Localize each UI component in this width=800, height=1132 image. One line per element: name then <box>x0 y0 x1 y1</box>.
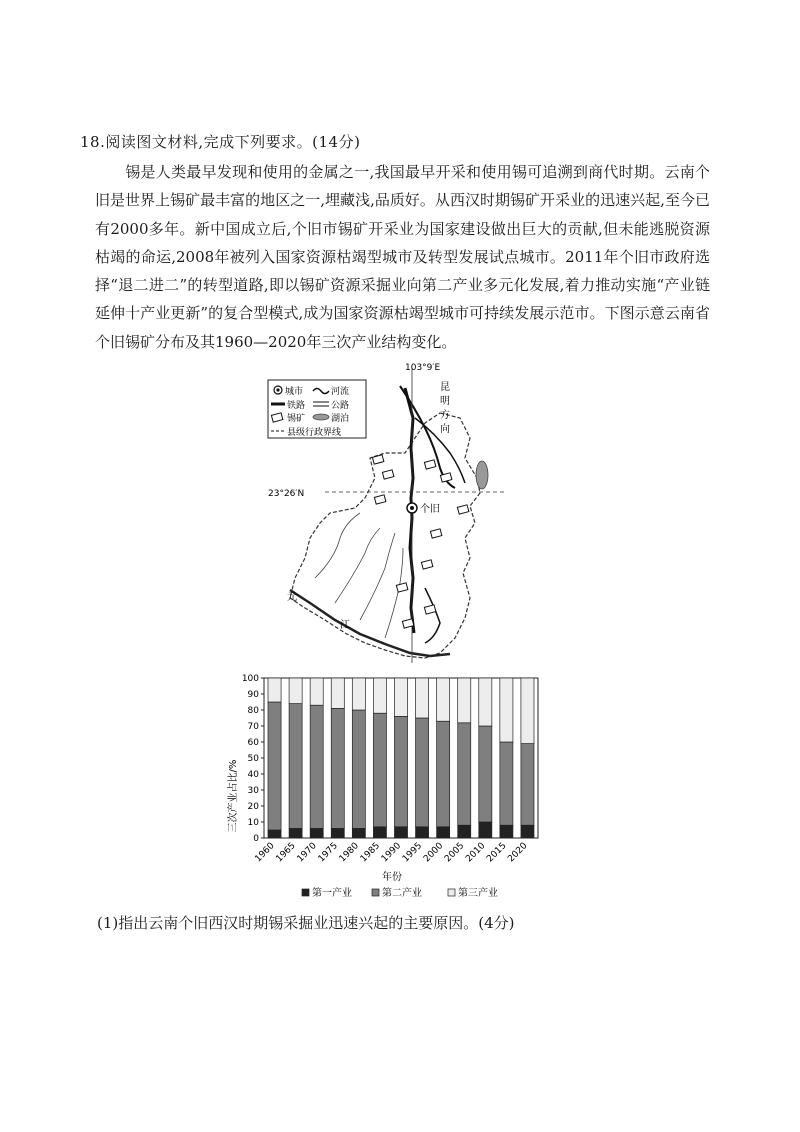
x-tick-label: 1990 <box>379 841 404 865</box>
legend-railway-label: 铁路 <box>287 401 306 411</box>
bar-segment-3 <box>310 678 323 705</box>
county-boundary <box>290 413 480 658</box>
legend-lake-icon <box>313 414 329 420</box>
bar-segment-2 <box>416 718 429 827</box>
y-tick-label: 40 <box>247 770 259 780</box>
bar-segment-3 <box>331 678 344 708</box>
x-tick-label: 1980 <box>337 841 361 865</box>
bar-segment-1 <box>268 830 281 838</box>
y-tick-label: 60 <box>247 738 259 748</box>
bar-segment-1 <box>394 827 407 838</box>
x-tick-label: 2005 <box>443 841 467 865</box>
bar-segment-2 <box>373 713 386 827</box>
bar-segment-1 <box>416 827 429 838</box>
y-axis-label: 三次产业占比/% <box>228 759 239 833</box>
bar-segment-2 <box>289 704 302 829</box>
bar-series <box>268 678 534 838</box>
highway-line <box>425 588 440 643</box>
mine-icon <box>382 470 393 479</box>
legend-lake-label: 湖泊 <box>331 414 350 424</box>
river-line <box>315 513 360 578</box>
city-label: 个旧 <box>420 504 440 515</box>
mine-icon <box>374 495 385 504</box>
industry-structure-chart <box>222 672 562 912</box>
bar-segment-1 <box>352 828 365 838</box>
bar-segment-2 <box>437 721 450 827</box>
river-label-2: 江 <box>340 620 350 631</box>
y-tick-label: 20 <box>247 802 259 812</box>
y-axis-ticks <box>242 674 538 844</box>
bar-segment-3 <box>268 678 281 702</box>
direction-char-4: 向 <box>440 424 450 435</box>
river-label-1: 元 <box>287 592 297 603</box>
river-line <box>360 533 395 620</box>
question-header: 18.阅读图文材料,完成下列要求。(14分) <box>80 133 361 151</box>
chart-legend <box>302 886 498 899</box>
direction-char-3: 方 <box>440 410 450 421</box>
bar-segment-1 <box>500 825 513 838</box>
bar-segment-3 <box>437 678 450 721</box>
bar-segment-2 <box>394 716 407 826</box>
question-paragraph <box>95 158 710 356</box>
longitude-label: 103°9′E <box>405 363 441 373</box>
bar-segment-3 <box>500 678 513 742</box>
bar-segment-3 <box>416 678 429 718</box>
mine-markers <box>372 455 468 628</box>
y-tick-label: 90 <box>247 690 259 700</box>
bar-segment-1 <box>289 828 302 838</box>
bar-segment-2 <box>458 723 471 825</box>
yuanjiang-river <box>290 590 450 656</box>
mine-icon <box>430 529 441 538</box>
x-tick-label: 2000 <box>422 841 446 865</box>
bar-segment-3 <box>394 678 407 716</box>
bar-segment-1 <box>521 825 534 838</box>
x-tick-label: 1965 <box>274 841 298 865</box>
legend-swatch <box>448 889 455 896</box>
direction-char-1: 昆 <box>440 382 450 393</box>
bar-segment-1 <box>437 827 450 838</box>
mine-icon <box>424 605 435 614</box>
x-tick-label: 1970 <box>295 841 319 865</box>
x-tick-label: 1960 <box>253 841 277 865</box>
bar-segment-3 <box>458 678 471 723</box>
mine-icon <box>457 505 468 514</box>
legend-label: 第三产业 <box>458 888 498 899</box>
y-tick-label: 100 <box>241 674 259 684</box>
bar-segment-2 <box>310 705 323 828</box>
bar-segment-1 <box>479 822 492 838</box>
bar-segment-3 <box>479 678 492 726</box>
bar-segment-1 <box>458 825 471 838</box>
tin-mine-map <box>265 358 515 663</box>
legend-city-dot <box>276 388 279 391</box>
x-tick-label: 1985 <box>358 841 383 865</box>
mine-icon <box>424 460 435 469</box>
y-tick-label: 80 <box>247 706 259 716</box>
map-legend <box>268 380 366 438</box>
bar-segment-3 <box>373 678 386 713</box>
y-tick-label: 50 <box>247 754 259 764</box>
bar-segment-1 <box>310 828 323 838</box>
y-tick-label: 10 <box>247 818 259 828</box>
legend-swatch <box>372 889 379 896</box>
bar-segment-2 <box>352 710 365 828</box>
bar-segment-3 <box>521 678 534 744</box>
bar-segment-2 <box>268 702 281 830</box>
bar-segment-3 <box>352 678 365 710</box>
x-tick-label: 2015 <box>485 841 509 865</box>
subquestion-1: (1)指出云南个旧西汉时期锡采掘业迅速兴起的主要原因。(4分) <box>97 914 515 932</box>
bar-segment-1 <box>331 828 344 838</box>
x-tick-label: 2020 <box>506 841 530 865</box>
x-axis-ticks <box>253 841 529 864</box>
x-axis-label: 年份 <box>382 872 402 883</box>
y-tick-label: 30 <box>247 786 259 796</box>
lake <box>476 461 488 489</box>
legend-label: 第一产业 <box>312 888 352 899</box>
bar-segment-2 <box>521 744 534 826</box>
bar-segment-3 <box>289 678 302 704</box>
bar-segment-2 <box>500 742 513 825</box>
legend-boundary-label: 县级行政界线 <box>287 428 342 438</box>
mine-icon <box>421 560 432 569</box>
paragraph-text: 锡是人类最早发现和使用的金属之一,我国最早开采和使用锡可追溯到商代时期。云南个旧是世界上锡矿最丰富的地区之一,埋藏浅,品质好。从西汉时期锡矿开采业的迅速兴起,至今已有2000多年。新中国成立后,个旧市锡矿开采业为国家建设做出巨大的贡献,但未能逃脱资源枯竭的命运,2008年被列入国家资源枯竭型城市及转型发展试点城市。2011年个旧市政府选择“退二进二”的转型道路,即以锡矿资源采掘业向第二产业多元化发展,着力推动实施“产业链延伸十产业更新”的复合型模式,成为国家资源枯竭型城市可持续发展示范市。下图示意云南省个旧锡矿分布及其1960—2020年三次产业结构变化。 <box>95 163 710 351</box>
y-tick-label: 70 <box>247 722 259 732</box>
bar-segment-2 <box>331 708 344 828</box>
x-tick-label: 1975 <box>316 841 340 865</box>
legend-city-label: 城市 <box>285 387 304 397</box>
city-dot <box>410 506 414 510</box>
x-tick-label: 1995 <box>400 841 425 865</box>
bar-segment-2 <box>479 726 492 822</box>
legend-river-label: 河流 <box>331 387 350 397</box>
river-line <box>385 548 403 638</box>
river-line <box>335 528 380 603</box>
bar-segment-1 <box>373 827 386 838</box>
legend-mine-label: 锡矿 <box>287 414 306 424</box>
latitude-label: 23°26′N <box>268 489 305 499</box>
legend-swatch <box>302 889 309 896</box>
legend-highway-label: 公路 <box>331 401 350 411</box>
direction-char-2: 明 <box>440 396 450 407</box>
x-tick-label: 2010 <box>464 841 488 865</box>
y-tick-label: 0 <box>253 834 259 844</box>
mine-icon <box>396 583 407 592</box>
legend-label: 第二产业 <box>382 888 422 899</box>
